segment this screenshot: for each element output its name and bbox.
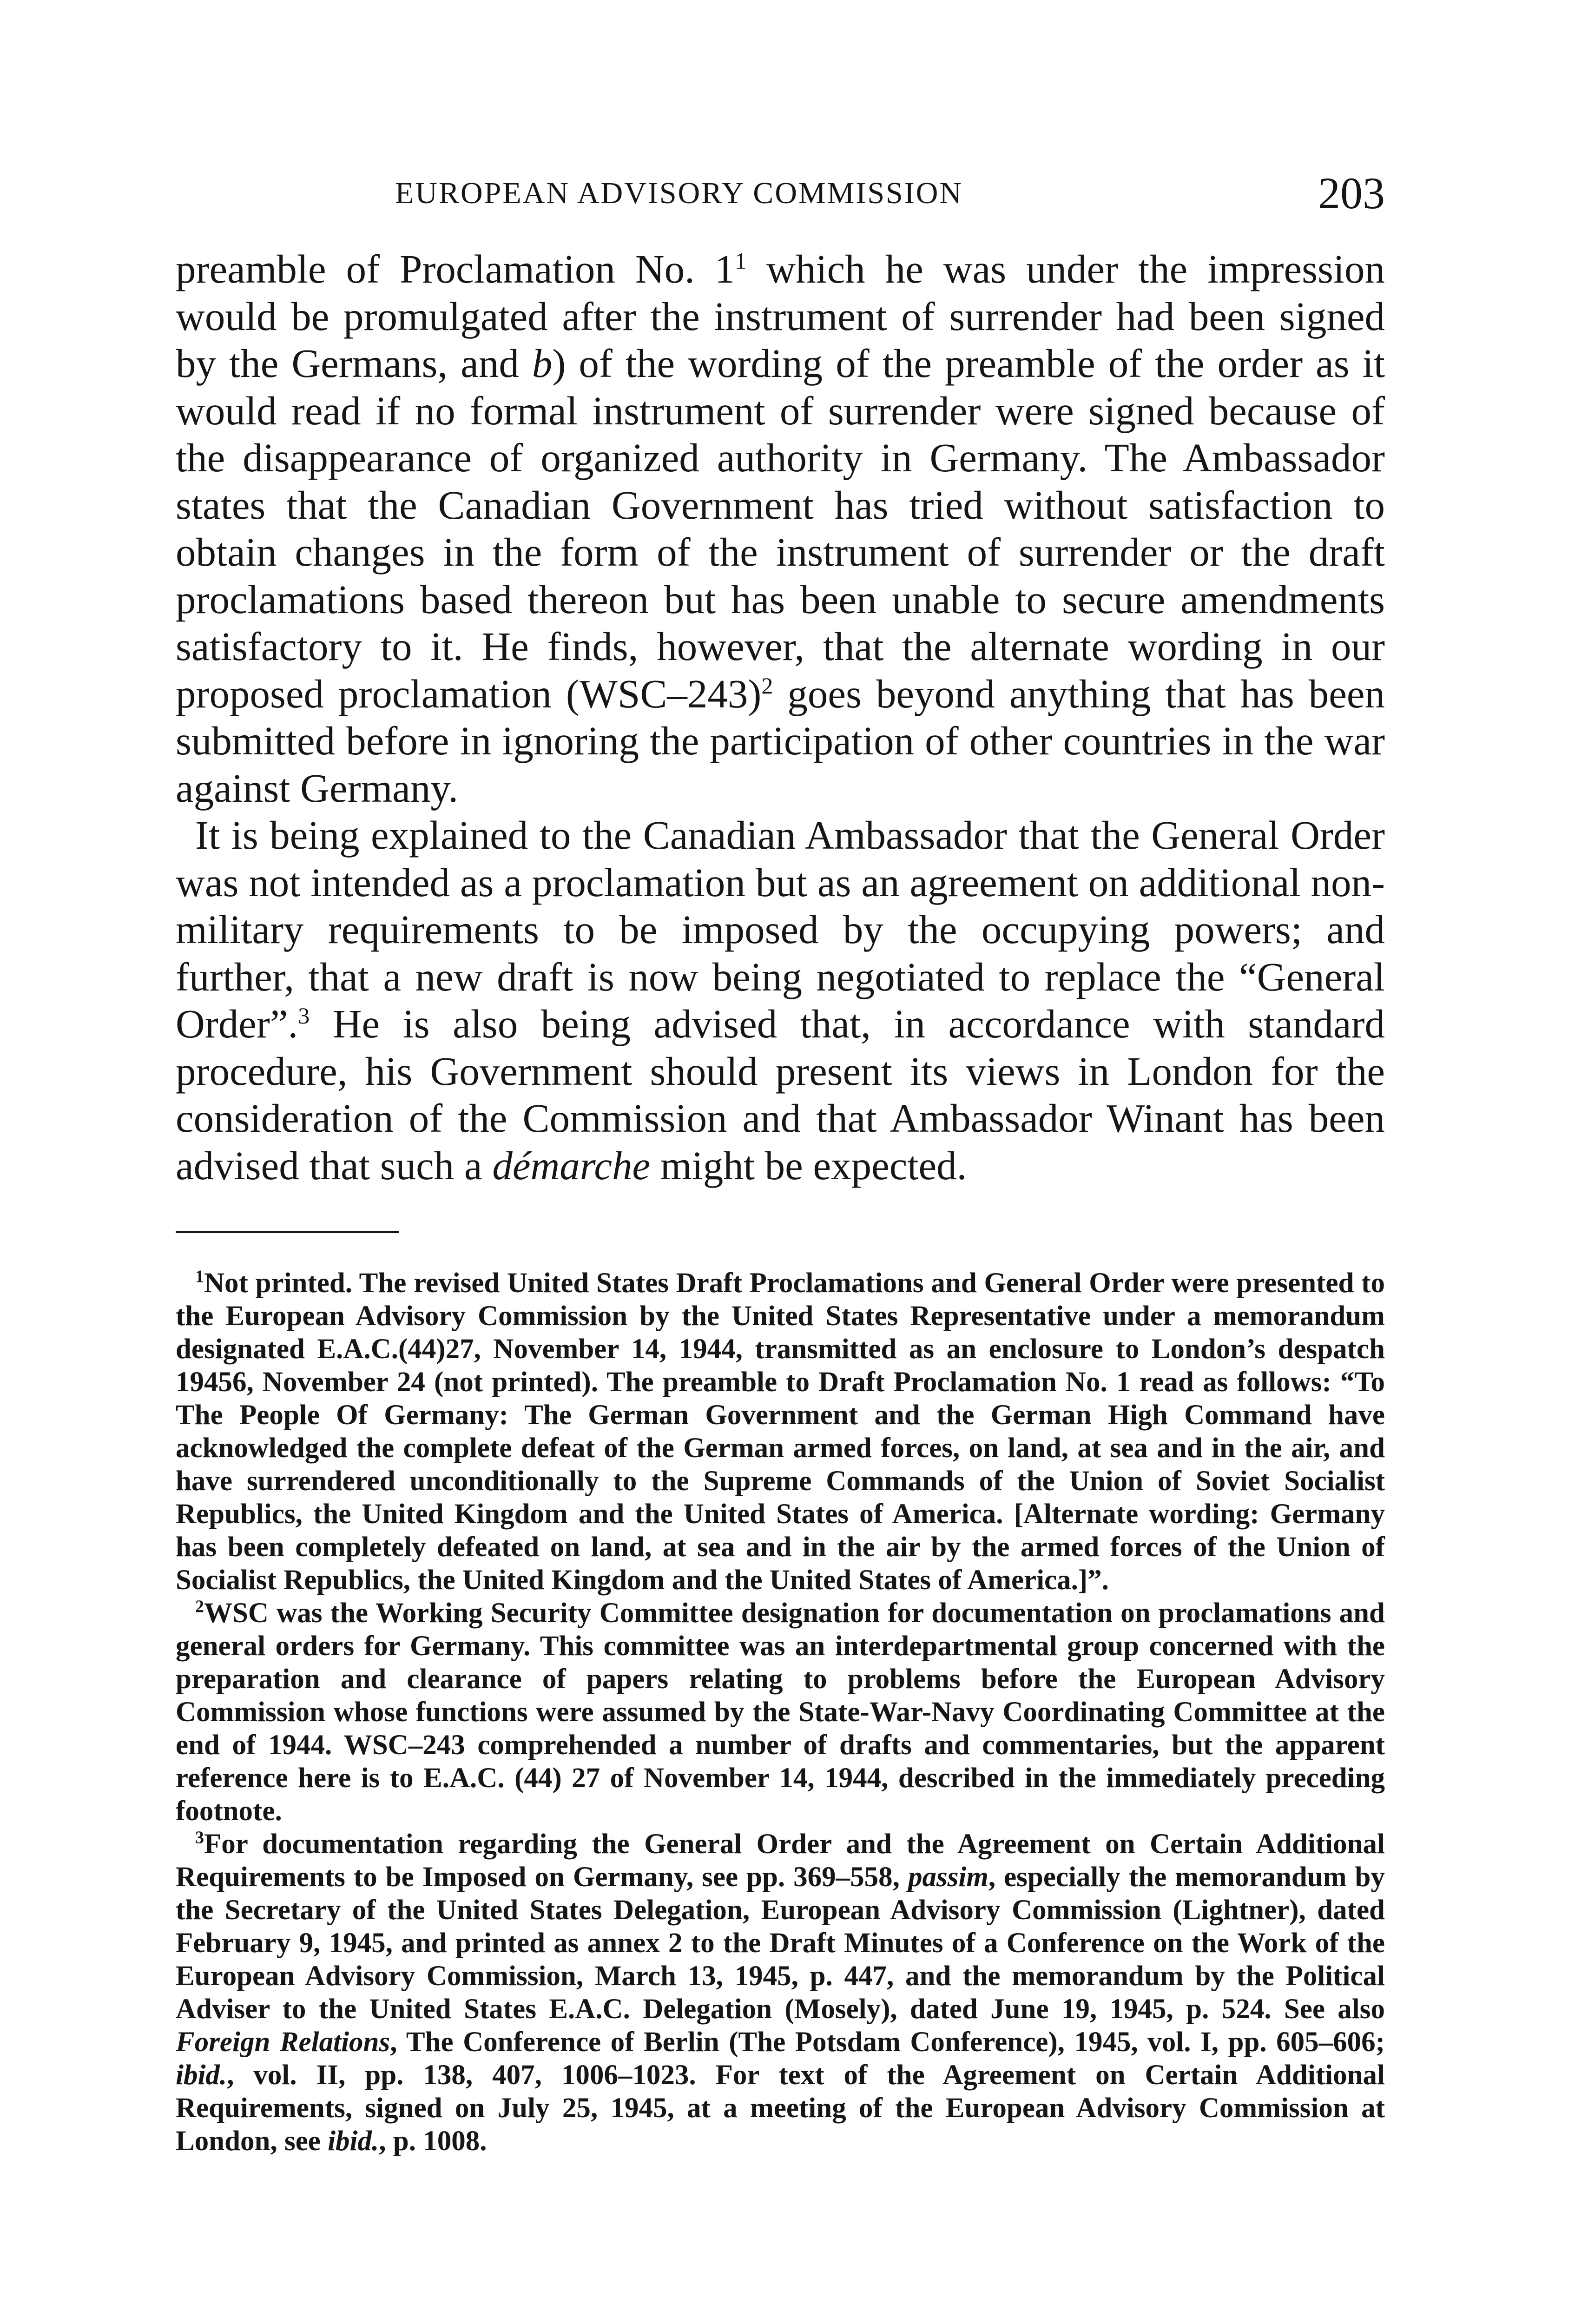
running-title: EUROPEAN ADVISORY COMMISSION <box>395 176 963 210</box>
page-number: 203 <box>1318 168 1385 218</box>
footnote-ref-3: 3 <box>298 1003 310 1029</box>
paragraph-1: preamble of Proclamation No. $1^1$ which he was under the impression would be promulgated after the instrument of surrender had been signed by the Germans, and b) of the wording of the preamble of the order as it would read if no formal instrument of surrender were signed because of the disappearance of organized authority in Germany. The Ambassador states that the Canadian Government has tried without satisfaction to obtain changes in the form of the instrument of surrender or the draft proclamations based thereon but has been unable to secure amendments satisfactory to it. He finds, however, that the alternate wording in our proposed proclamation $(WSC-243)^2$ goes beyond anything that has been submitted before in ignoring the participation of other countries in the war against Germany. <box>176 246 1385 811</box>
paragraph-2: It is being explained to the Canadian Ambassador that the General Order was not intended as a proclamation but as an agreement on additional non-military requirements to be imposed by the occupying powers; and further, that a new draft is now being negotiated to replace the “General Order”.$^3$ He is also being advised that, in accordance with standard procedure, his Government should present its views in London for the consideration of the Commission and that Ambassador Winant has been advised that such a démarche might be expected. <box>176 812 1385 1188</box>
footnote-separator <box>176 1231 399 1233</box>
footnote-ref-2: 2 <box>761 672 773 699</box>
body-text <box>176 245 1385 1189</box>
footnote-1: $^1$Not printed. The revised United States Draft Proclamations and General Order were presented to the European Advisory Commission by the United States Representative under a memorandum designated E.A.C.(44)27, November 14, 1944, transmitted as an enclosure to London’s despatch 19456, November 24 (not printed). The preamble to Draft Proclamation No. 1 read as follows: “To The People Of Germany: The German Government and the German High Command have acknowledged the complete defeat of the German armed forces, on land, at sea and in the air, and have surrendered unconditionally to the Supreme Commands of the Union of Soviet Socialist Republics, the United Kingdom and the United States of America. [Alternate wording: Germany has been completely defeated on land, at sea and in the air by the armed forces of the Union of Socialist Republics, the United Kingdom and the United States of America.]”. <box>176 1267 1385 1596</box>
demarche-term: démarche <box>492 1142 651 1188</box>
footnote-3: $^3$For documentation regarding the General Order and the Agreement on Certain Additional Requirements to be Imposed on Germany, see pp. 369–558, passim, especially the memorandum by the Secretary of the United States Delegation, European Advisory Commission (Lightner), dated February 9, 1945, and printed as annex 2 to the Draft Minutes of a Conference on the Work of the European Advisory Commission, March 13, 1945, p. 447, and the memorandum by the Political Adviser to the United States E.A.C. Delegation (Mosely), dated June 19, 1945, p. 524. See also Foreign Relations, The Conference of Berlin (The Potsdam Conference), 1945, vol. I, pp. 605–606; ibid., vol. II, pp. 138, 407, 1006–1023. For text of the Agreement on Certain Additional Requirements, signed on July 25, 1945, at a meeting of the European Advisory Commission at London, see ibid., p. 1008. <box>176 1828 1385 2157</box>
footnote-ref-1: 1 <box>735 248 747 274</box>
running-head <box>177 167 1385 218</box>
footnote-2: $^2$WSC was the Working Security Committee designation for documentation on proclamations and general orders for Germany. This committee was an interdepartmental group concerned with the preparation and clearance of papers relating to problems before the European Advisory Commission whose functions were assumed by the State-War-Navy Coordinating Committee at the end of 1944. WSC–243 comprehended a number of drafts and commentaries, but the apparent reference here is to E.A.C. (44) 27 of November 14, 1944, described in the immediately preceding footnote. <box>176 1597 1385 1827</box>
footnotes <box>176 1267 1385 2158</box>
